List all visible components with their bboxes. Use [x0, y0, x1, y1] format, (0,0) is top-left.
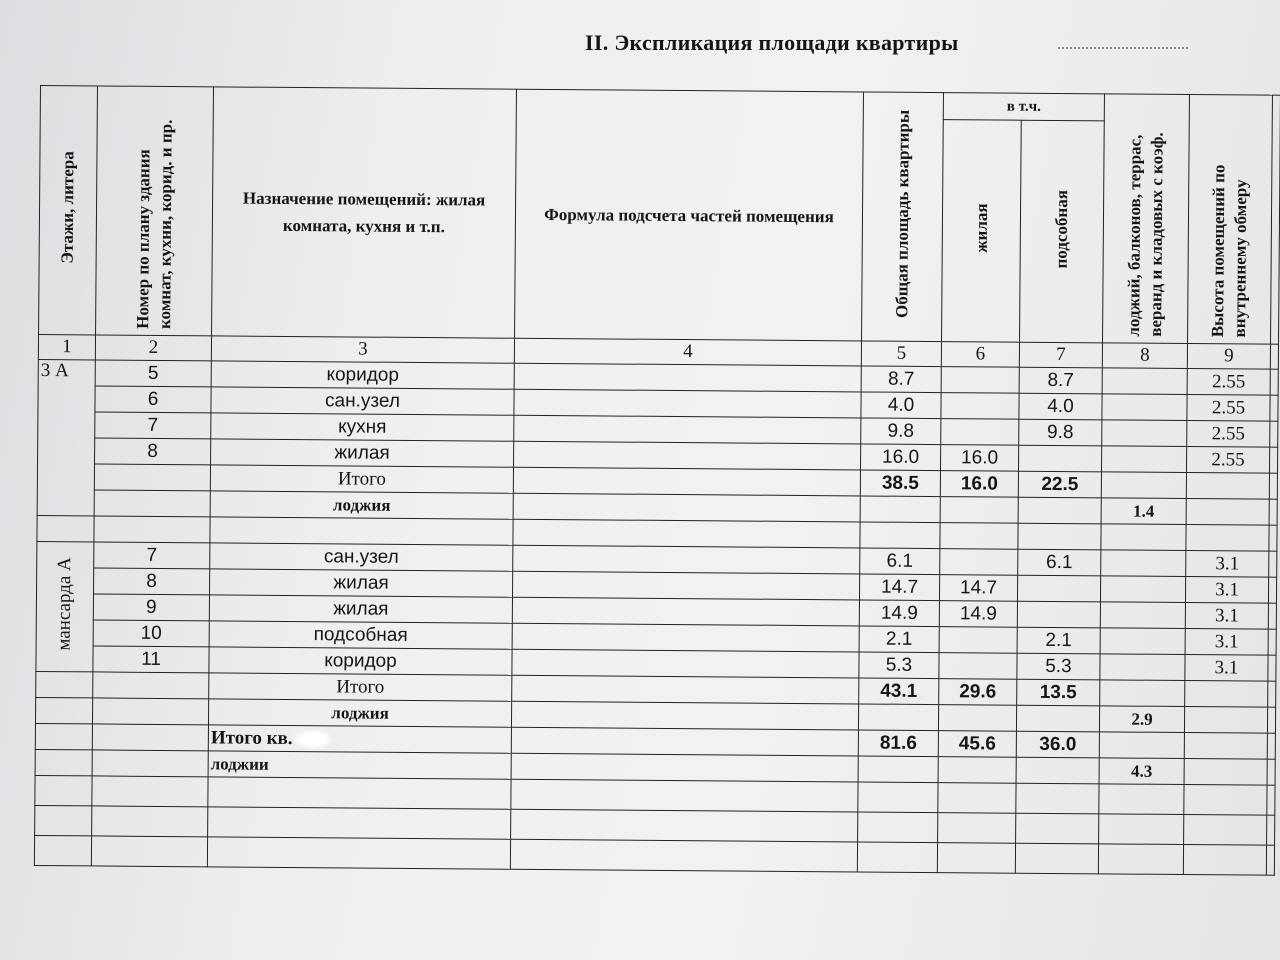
aux-area [1017, 575, 1100, 602]
subtotal-aux: 13.5 [1017, 679, 1100, 706]
floor-label-cell [36, 541, 94, 671]
col-number: 8 [1102, 343, 1187, 369]
subtotal-aux: 22.5 [1018, 471, 1101, 498]
room-purpose: коридор [211, 361, 514, 389]
header-total-area: Общая площадь квартиры [862, 92, 944, 342]
header-floor: Этажи, литера [39, 86, 98, 335]
header-purpose: Назначение помещений: жилая комната, кухня и т.п. [212, 87, 517, 338]
floor-label: мансарда А [53, 556, 76, 651]
living-area [939, 653, 1017, 680]
loggia-area [1101, 446, 1186, 473]
title-dotted-line [1058, 47, 1188, 49]
document-title: II. Экспликация площади квартиры [585, 30, 959, 55]
col-number: 7 [1019, 342, 1102, 368]
room-height: 2.55 [1187, 421, 1270, 448]
total-area: 9.8 [861, 418, 941, 445]
grand-aux-area: 36.0 [1016, 731, 1099, 758]
formula-cell [512, 623, 859, 652]
loggia-area [1100, 628, 1185, 655]
room-number: 9 [93, 594, 209, 621]
header-incl: в т.ч. [943, 93, 1104, 121]
loggia-area [1101, 550, 1186, 577]
loggia-area: 1.4 [1101, 498, 1186, 525]
explication-table [34, 85, 1280, 876]
room-purpose: кухня [211, 413, 514, 441]
room-number: 5 [95, 360, 211, 387]
living-area [941, 419, 1019, 446]
loggia-area [1102, 420, 1187, 447]
col-number: 4 [514, 338, 861, 366]
header-room-number: Номер по плану здания комнат, кухни, корид. и пр. [96, 86, 214, 336]
loggia-label: лоджия [208, 699, 511, 727]
subtotal-total: 38.5 [860, 470, 940, 497]
loggia-area [1100, 602, 1185, 629]
header-row-top [40, 86, 1280, 123]
redaction-blur [293, 729, 333, 749]
room-height: 2.55 [1186, 447, 1269, 474]
header-loggias: лоджий, балконов, террас, веранд и кладовых с коэф. [1103, 94, 1190, 344]
formula-cell [514, 415, 861, 444]
header-edge [1271, 95, 1280, 344]
room-number: 8 [94, 568, 210, 595]
aux-area [1017, 601, 1100, 628]
room-purpose: сан.узел [211, 387, 514, 415]
total-area: 5.3 [859, 652, 939, 679]
room-purpose: жилая [211, 439, 514, 467]
room-height: 3.1 [1185, 577, 1268, 604]
living-area: 14.9 [939, 601, 1017, 628]
room-number: 6 [95, 386, 211, 413]
aux-area [1018, 445, 1101, 472]
grand-total-area: 81.6 [858, 730, 938, 757]
aux-area: 2.1 [1017, 627, 1100, 654]
formula-cell [514, 389, 861, 418]
grand-living-area: 45.6 [938, 731, 1016, 758]
col-number: 2 [95, 335, 211, 361]
room-height: 3.1 [1186, 551, 1269, 578]
formula-cell [512, 571, 859, 600]
header-living: жилая [942, 120, 1022, 343]
room-number: 8 [95, 438, 211, 465]
living-area [941, 367, 1019, 394]
aux-area: 5.3 [1017, 653, 1100, 680]
room-purpose: коридор [209, 647, 512, 675]
room-height: 2.55 [1187, 369, 1270, 396]
grand-loggias-label: лоджии [208, 751, 511, 779]
loggia-area [1102, 394, 1187, 421]
total-area: 16.0 [861, 444, 941, 471]
loggia-area [1100, 654, 1185, 681]
total-area: 14.9 [859, 600, 939, 627]
living-area: 16.0 [940, 445, 1018, 472]
aux-area: 8.7 [1019, 367, 1102, 394]
col-number: 9 [1187, 344, 1270, 370]
subtotal-label: Итого [209, 673, 512, 701]
col-number: 1 [38, 334, 95, 359]
living-area [941, 393, 1019, 420]
room-purpose: сан.узел [210, 543, 513, 571]
loggia-label: лоджия [210, 491, 513, 519]
room-purpose: жилая [209, 595, 512, 623]
room-number: 10 [93, 620, 209, 647]
grand-total-label-cell [208, 725, 511, 753]
subtotal-total: 43.1 [859, 678, 939, 705]
total-area: 2.1 [859, 626, 939, 653]
total-area: 14.7 [859, 574, 939, 601]
living-area [939, 627, 1017, 654]
subtotal-label: Итого [210, 465, 513, 493]
room-height: 2.55 [1187, 395, 1270, 422]
grand-loggias-area: 4.3 [1099, 758, 1184, 785]
living-area [940, 549, 1018, 576]
col-number: 6 [941, 342, 1019, 368]
room-purpose: жилая [210, 569, 513, 597]
room-number: 11 [93, 646, 209, 673]
subtotal-living: 16.0 [940, 471, 1018, 498]
living-area: 14.7 [939, 575, 1017, 602]
room-purpose: подсобная [209, 621, 512, 649]
floor-label: 3 А [37, 359, 95, 515]
grand-total-label: Итого кв. [210, 726, 293, 749]
loggia-area [1100, 576, 1185, 603]
formula-cell [514, 363, 861, 392]
total-area: 4.0 [861, 392, 941, 419]
col-number: 5 [861, 341, 941, 367]
loggia-area [1102, 368, 1187, 395]
aux-area: 6.1 [1018, 549, 1101, 576]
aux-area: 4.0 [1019, 393, 1102, 420]
col-number: 3 [211, 336, 514, 363]
formula-cell [513, 545, 860, 574]
explication-table-wrap [34, 85, 1280, 910]
loggia-area: 2.9 [1099, 706, 1184, 733]
formula-cell [512, 649, 859, 678]
header-formula: Формула подсчета частей помещения [515, 89, 864, 341]
room-height: 3.1 [1185, 655, 1268, 682]
header-auxiliary: подсобная [1020, 120, 1105, 343]
formula-cell [514, 441, 861, 470]
aux-area: 9.8 [1019, 419, 1102, 446]
formula-cell [512, 597, 859, 626]
room-height: 3.1 [1185, 603, 1268, 630]
room-height: 3.1 [1185, 629, 1268, 656]
total-area: 8.7 [861, 366, 941, 393]
header-height: Высота помещений по внутреннему обмеру [1188, 95, 1273, 345]
total-area: 6.1 [860, 548, 940, 575]
room-number: 7 [95, 412, 211, 439]
subtotal-living: 29.6 [939, 679, 1017, 706]
room-number: 7 [94, 542, 210, 569]
